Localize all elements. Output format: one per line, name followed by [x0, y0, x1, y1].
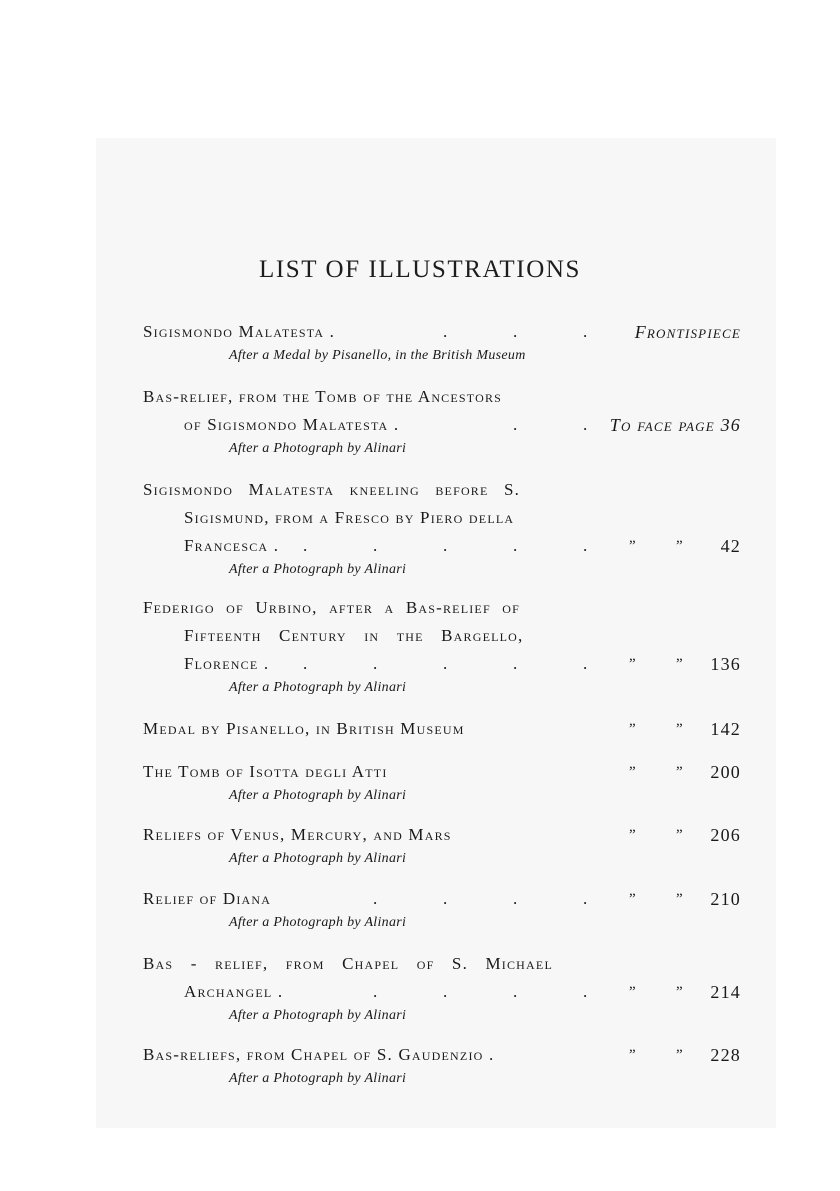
ditto-mark: ”	[676, 827, 684, 843]
entry-title: Bas-relief, from the Tomb of the Ancestors	[143, 387, 503, 406]
illustration-entry	[143, 318, 743, 368]
ditto-mark: ”	[629, 721, 637, 737]
entry-title-continued: Francesca .	[184, 536, 280, 555]
photo-credit: After a Photograph by Alinari	[229, 915, 407, 930]
page-reference: 136	[710, 654, 741, 674]
entry-line: of Sigismondo Malatesta . . . To face page 36	[143, 411, 743, 439]
entry-line: Florence . . . . . . ” ” 136	[143, 650, 743, 678]
entry-line: Relief of Diana . . . . ” ” 210	[143, 885, 743, 913]
entry-line	[143, 622, 743, 650]
photo-credit: After a Photograph by Alinari	[229, 788, 407, 803]
illustration-entry	[143, 383, 743, 461]
entry-title-continued: Florence .	[184, 654, 270, 673]
ditto-mark: ”	[676, 721, 684, 737]
ditto-mark: ”	[629, 656, 637, 672]
illustration-entry	[143, 758, 743, 808]
photo-credit: After a Photograph by Alinari	[229, 851, 407, 866]
entry-title-continued: Sigismund, from a Fresco by Piero della	[184, 508, 515, 527]
entry-title-continued: Archangel .	[184, 982, 284, 1001]
illustration-entry	[143, 821, 743, 871]
photo-credit: After a Photograph by Alinari	[229, 1071, 407, 1086]
entry-title: Sigismondo Malatesta .	[143, 322, 336, 341]
entry-title-continued: of Sigismondo Malatesta .	[184, 415, 400, 434]
photo-credit: After a Photograph by Alinari	[229, 441, 407, 456]
entry-line	[143, 504, 743, 532]
photo-credit: After a Medal by Pisanello, in the British Museum	[229, 348, 526, 363]
entry-title: Medal by Pisanello, in British Museum	[143, 719, 465, 738]
entry-title: Bas-reliefs, from Chapel of S. Gaudenzio .	[143, 1045, 495, 1064]
page-reference: 228	[710, 1045, 741, 1065]
illustration-entry	[143, 1041, 743, 1091]
entry-line: Sigismondo Malatesta . . . . Frontispiece	[143, 318, 743, 346]
page-reference: 206	[710, 825, 741, 845]
illustration-entry	[143, 950, 743, 1028]
ditto-mark: ”	[676, 891, 684, 907]
page-title: LIST OF ILLUSTRATIONS	[258, 256, 582, 283]
illustration-entry	[143, 715, 743, 743]
entry-title: The Tomb of Isotta degli Atti	[143, 762, 388, 781]
illustration-entry	[143, 885, 743, 935]
page-reference: 42	[720, 536, 741, 556]
page-reference: 142	[710, 719, 741, 739]
ditto-mark: ”	[676, 764, 684, 780]
ditto-mark: ”	[676, 656, 684, 672]
page-reference: Frontispiece	[634, 322, 741, 342]
ditto-mark: ”	[676, 984, 684, 1000]
ditto-mark: ”	[629, 764, 637, 780]
ditto-mark: ”	[629, 891, 637, 907]
entry-line	[143, 476, 743, 504]
illustration-entry	[143, 594, 743, 700]
entry-line	[143, 950, 743, 978]
entry-line	[143, 758, 743, 786]
photo-credit: After a Photograph by Alinari	[229, 1008, 407, 1023]
entry-line	[143, 594, 743, 622]
entry-title: Reliefs of Venus, Mercury, and Mars	[143, 825, 452, 844]
entry-line	[143, 383, 743, 411]
entry-line: Francesca . . . . . . ” ” 42	[143, 532, 743, 560]
entry-line	[143, 821, 743, 849]
ditto-mark: ”	[629, 984, 637, 1000]
photo-credit: After a Photograph by Alinari	[229, 562, 407, 577]
page-reference: 214	[710, 982, 741, 1002]
ditto-mark: ”	[629, 538, 637, 554]
entry-line	[143, 1041, 743, 1069]
entry-title: Federigo of Urbino, after a Bas-relief of	[143, 598, 521, 617]
page-reference: 200	[710, 762, 741, 782]
ditto-mark: ”	[629, 1047, 637, 1063]
ditto-mark: ”	[629, 827, 637, 843]
ditto-mark: ”	[676, 538, 684, 554]
entry-line	[143, 715, 743, 743]
ditto-mark: ”	[676, 1047, 684, 1063]
photo-credit: After a Photograph by Alinari	[229, 680, 407, 695]
entry-title: Relief of Diana	[143, 889, 272, 908]
entry-line: Archangel . . . . . ” ” 214	[143, 978, 743, 1006]
page-reference: To face page 36	[609, 415, 741, 435]
illustration-entry	[143, 476, 743, 582]
entry-title: Sigismondo Malatesta kneeling before S.	[143, 480, 521, 499]
entry-title-continued: Fifteenth Century in the Bargello,	[184, 626, 524, 645]
page-reference: 210	[710, 889, 741, 909]
entry-title: Bas - relief, from Chapel of S. Michael	[143, 954, 553, 973]
